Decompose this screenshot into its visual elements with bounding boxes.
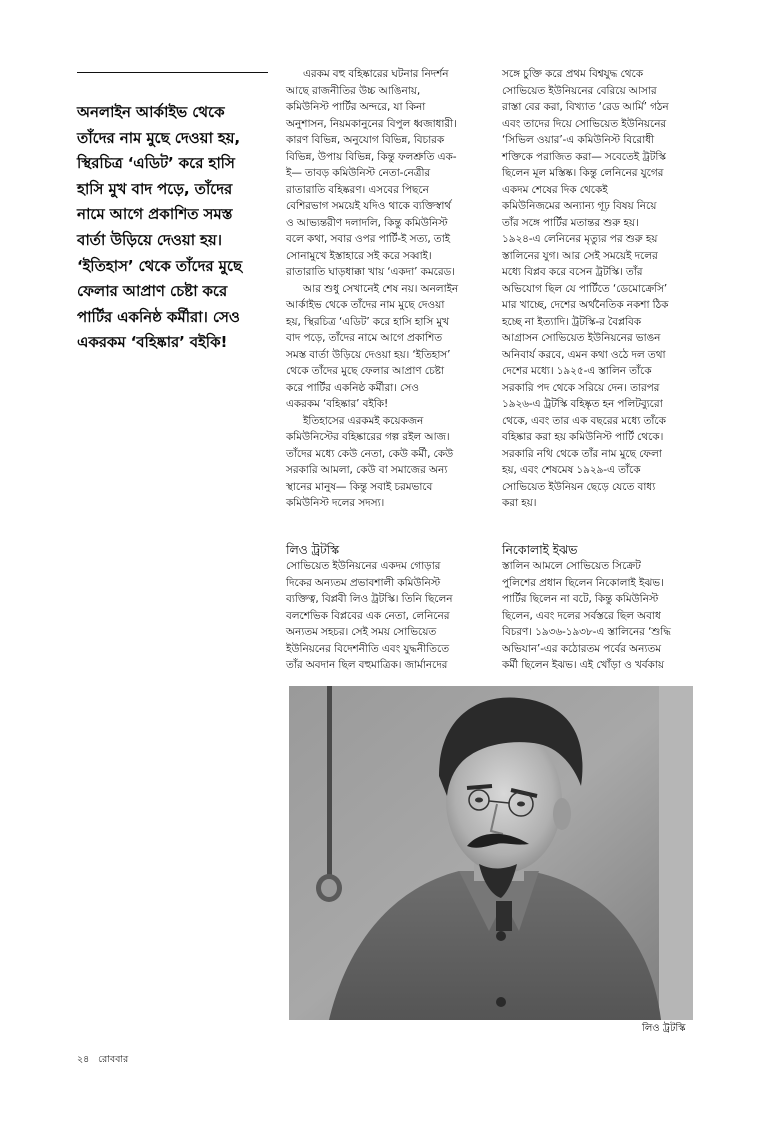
pull-quote-rule (77, 72, 268, 73)
body-line: ও আভ্যন্তরীণ দলাদলি, কিন্তু কমিউনিস্ট (286, 216, 448, 229)
body-line: কমিউনিস্ট দলের সদস্য। (286, 497, 385, 509)
body-line: ছিলেন, এবং দলের সর্বস্তরে ছিল অবাধ (502, 609, 661, 622)
body-line: শক্তিকে পরাজিত করা— সবেতেই ট্রটস্কি (502, 150, 666, 163)
body-line: বলশেভিক বিপ্লবের এক নেতা, লেনিনের (286, 609, 450, 622)
section-yezhov (502, 540, 710, 674)
body-line: আগ্রাসন সোভিয়েত ইউনিয়নের ভাঙন (502, 332, 661, 344)
body-line: আর শুধু সেখানেই শেষ নয়। অনলাইন (303, 282, 459, 295)
body-line: কারণ বিভিন্ন, অনুযোগ বিভিন্ন, বিচারক (286, 134, 445, 146)
body-line: অভিযোগ ছিল যে পার্টিতে ‘ডেমোক্রেসি’ (502, 282, 668, 295)
body-line: ব্যক্তিত্ব, বিপ্লবী লিও ট্রটস্কি। তিনি ছিলেন (286, 593, 453, 605)
body-line: একদম শেষের দিক থেকেই (502, 183, 608, 196)
body-line: অন্যতম সহচর। সেই সময় সোভিয়েত (286, 626, 437, 638)
body-line: আর্কাইভ থেকে তাঁদের নাম মুছে দেওয়া (286, 299, 445, 311)
photo-caption: লিও ট্রটস্কি (642, 1023, 686, 1034)
body-line: ‘সিভিল ওয়ার’-এ কমিউনিস্ট বিরোধী (502, 134, 654, 146)
body-line: স্থানের মানুষ— কিন্তু সবাই চরমভাবে (286, 480, 433, 493)
section-heading: নিকোলাই ইঝভ (502, 542, 578, 557)
body-line: ১৯২৪-এ লেনিনের মৃত্যুর পর শুরু হয় (502, 233, 658, 245)
section-trotsky (286, 540, 494, 674)
body-line: বিভিন্ন, উপায় বিভিন্ন, কিন্তু ফলশ্রুতি এক- (286, 150, 457, 163)
intro-text (502, 66, 710, 512)
portrait-photo (289, 686, 693, 1020)
body-line: হচ্ছে না ইত্যাদি। ট্রটস্কি-র বৈপ্লবিক (502, 315, 642, 328)
body-line: করা হয়। (502, 497, 537, 509)
body-line: এরকম বহু বহিষ্কারের ঘটনার নিদর্শন (303, 68, 449, 80)
body-line: এবং তাদের দিয়ে সোভিয়েত ইউনিয়নের (502, 117, 667, 130)
body-line: দেশের মধ্যে। ১৯২৫-এ স্তালিন তাঁকে (502, 365, 652, 377)
body-line: সরকারি নথি থেকে তাঁর নাম মুছে ফেলা (502, 447, 662, 460)
page-number: ২৪ (77, 1054, 90, 1065)
pull-quote-line: ফেলার আপ্রাণ চেষ্টা করে (77, 282, 228, 301)
pull-quote (77, 100, 275, 356)
body-line: থেকে, এবং তার এক বছরের মধ্যে তাঁকে (502, 414, 666, 427)
pull-quote-line: অনলাইন আর্কাইভ থেকে (77, 103, 225, 121)
body-line: সোভিয়েত ইউনিয়ন ছেড়ে যেতে বাধ্য (502, 480, 656, 493)
body-line: একরকম ‘বহিষ্কার’ বইকি! (286, 398, 389, 410)
body-line: ১৯২৬-এ ট্রটস্কি বহিষ্কৃত হন পলিটব্যুরো (502, 398, 663, 410)
section-name: রোববার (98, 1054, 129, 1065)
body-line: করে পার্টির একনিষ্ঠ কর্মীরা। সেও (286, 381, 419, 394)
body-line: সঙ্গে চুক্তি করে প্রথম বিশ্বযুদ্ধ থেকে (502, 68, 643, 80)
body-line: ই— তাবড় কমিউনিস্ট নেতা-নেত্রীর (286, 167, 431, 179)
body-line: সোনামুখে ইস্তাহারে সই করে সব্বাই। (286, 249, 432, 262)
body-line: পুলিশের প্রধান ছিলেন নিকোলাই ইঝভ। (502, 576, 664, 589)
body-line: স্তালিনের যুগ। আর সেই সময়েই দলের (502, 249, 658, 262)
pull-quote-line: নামে আগে প্রকাশিত সমস্ত (77, 205, 233, 224)
article-column-middle (286, 66, 494, 671)
body-line: রাতারাতি ঘাড়ধাক্কা খায় ‘একদা’ কমরেড। (286, 266, 455, 278)
body-line: রাতারাতি বহিষ্করণ। এসবের পিছনে (286, 183, 429, 196)
body-line: হয়, স্থিরচিত্র ‘এডিট’ করে হাসি হাসি মুখ (286, 315, 449, 328)
body-line: স্তালিন আমলে সোভিয়েত সিক্রেট (502, 560, 641, 572)
body-line: অভিযান’-এর কঠোরতম পর্বের অন্যতম (502, 642, 661, 655)
pull-quote-line: তাঁদের নাম মুছে দেওয়া হয়, (77, 128, 240, 147)
body-line: থেকে তাঁদের মুছে ফেলার আপ্রাণ চেষ্টা (286, 365, 444, 377)
body-line: মার খাচ্ছে, দেশের অর্থনৈতিক নকশা ঠিক (502, 299, 669, 311)
body-line: বাদ পড়ে, তাঁদের নামে আগে প্রকাশিত (286, 332, 443, 344)
page-footer (77, 1054, 128, 1066)
pull-quote-line: পার্টির একনিষ্ঠ কর্মীরা। সেও (77, 307, 240, 326)
pull-quote-line: স্থিরচিত্র ‘এডিট’ করে হাসি (77, 154, 235, 173)
body-line: ছিলেন মূল মস্তিষ্ক। কিন্তু লেনিনের যুগের (502, 167, 664, 179)
body-line: আছে রাজনীতির উচ্চ আঙিনায়, (286, 84, 421, 97)
body-line: ইতিহাসের এরকমই কয়েকজন (303, 414, 424, 427)
pull-quote-line: হাসি মুখ বাদ পড়ে, তাঁদের (77, 179, 233, 198)
pull-quote-line: একরকম ‘বহিষ্কার’ বইকি! (77, 333, 228, 352)
portrait-illustration (289, 686, 693, 1020)
intro-text (286, 66, 494, 512)
pull-quote-line: বার্তা উড়িয়ে দেওয়া হয়। (77, 230, 222, 249)
body-line: বলে কথা, সবার ওপর পার্টি-ই সত্য, তাই (286, 233, 450, 245)
section-heading: লিও ট্রটস্কি (286, 542, 339, 557)
body-line: কমিউনিস্ট পার্টির অন্দরে, যা কিনা (286, 101, 426, 113)
body-line: বেশিরভাগ সময়েই যদিও থাকে ব্যক্তিস্বার্থ (286, 200, 452, 212)
body-line: তাঁদের মধ্যে কেউ নেতা, কেউ কর্মী, কেউ (286, 447, 454, 460)
body-line: পার্টির ছিলেন না বটে, কিন্তু কমিউনিস্ট (502, 593, 659, 605)
body-line: রাস্তা বের করা, বিখ্যাত ‘রেড আর্মি’ গঠন (502, 101, 669, 113)
body-line: সমস্ত বার্তা উড়িয়ে দেওয়া হয়। ‘ইতিহাস’ (286, 348, 451, 361)
body-line: অনুশাসন, নিয়মকানুনের বিপুল ধ্বজাধারী। (286, 117, 457, 130)
body-line: মধ্যে বিপ্লব করে বসেন ট্রটস্কি। তাঁর (502, 266, 643, 278)
article-column-right (502, 66, 710, 671)
body-line: ইউনিয়নের বিদেশনীতি এবং যুদ্ধনীতিতে (286, 642, 449, 655)
body-line: তাঁর অবদান ছিল বহুমাত্রিক। জার্মানদের (286, 659, 448, 671)
pull-quote-line: ‘ইতিহাস’ থেকে তাঁদের মুছে (77, 256, 242, 275)
body-line: দিকের অন্যতম প্রভাবশালী কমিউনিস্ট (286, 576, 441, 589)
body-line: কমিউনিজমের অন্যান্য গূঢ় বিষয় নিয়ে (502, 200, 657, 212)
body-line: তাঁর সঙ্গে পার্টির মতান্তর শুরু হয়। (502, 216, 639, 229)
body-line: হয়, এবং শেষমেষ ১৯২৯-এ তাঁকে (502, 464, 641, 476)
body-line: সরকারি পদ থেকে সরিয়ে দেন। তারপর (502, 381, 660, 394)
body-line: অনিবার্য করবে, এমন কথা ওঠে দল তথা (502, 348, 666, 361)
body-line: বিচরণ। ১৯৩৬-১৯৩৮-এ স্তালিনের ‘শুদ্ধি (502, 626, 671, 638)
body-line: কর্মী ছিলেন ইঝভ। এই খোঁড়া ও খর্বকায় (502, 659, 664, 671)
body-line: বহিষ্কার করা হয় কমিউনিস্ট পার্টি থেকে। (502, 431, 664, 443)
body-line: সোভিয়েত ইউনিয়নের বেরিয়ে আসার (502, 84, 657, 97)
body-line: কমিউনিস্টের বহিষ্কারের গল্প রইল আজ। (286, 431, 450, 443)
body-line: সরকারি আমলা, কেউ বা সমাজের অন্য (286, 464, 448, 476)
body-line: সোভিয়েত ইউনিয়নের একদম গোড়ার (286, 560, 441, 572)
